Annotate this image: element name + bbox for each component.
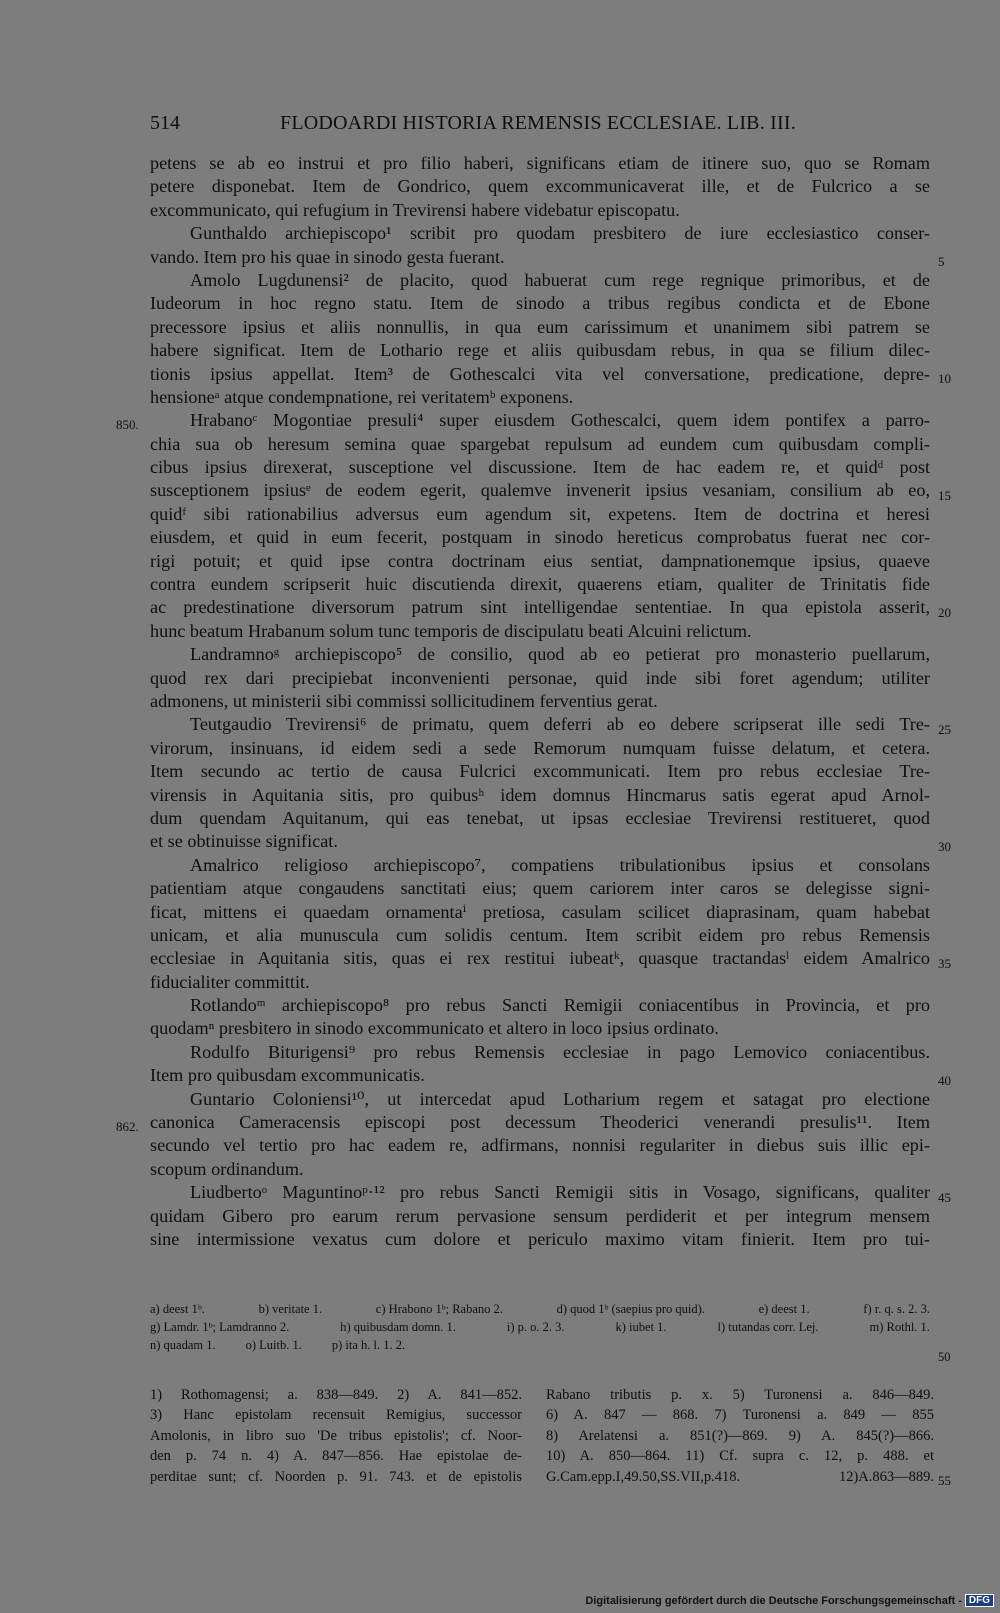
text-line: quod rex dari precipiebat inconvenienti personae, quid inde sibi foret agendum; utiliter [150,667,930,688]
apparatus-entry: m) Rothl. 1. [869,1320,930,1334]
text-line: hunc beatum Hrabanum solum tunc temporis de discipulatu beati Alcuini relictum. [150,620,752,641]
text-line: ac predestinatione diversorum patrum sint intelligendae sententiae. In qua epistola asserit, [150,597,930,618]
footnote-line: 6) A. 847 — 868. 7) Turonensi a. 849 — 855 [546,1407,934,1424]
text-line: scopum ordinandum. [150,1158,304,1179]
running-header [150,112,930,140]
text-line: Amalrico religioso archiepiscopo⁷, compatiens tribulationibus ipsius et consolans [190,854,930,875]
text-line: virorum, insinuans, id eidem sedi a sede Remorum numquam fuisse delatum, et cetera. [150,737,930,758]
text-line: Item pro quibusdam excommunicatis. [150,1065,425,1086]
dfg-logo: DFG [965,1594,994,1607]
text-line: quodamⁿ presbitero in sinodo excommunicato et altero in loco ipsius ordinato. [150,1018,719,1039]
running-title: FLODOARDI HISTORIA REMENSIS ECCLESIAE. LIB. III. [280,112,796,134]
notes-column-right [546,1385,934,1487]
line-number: 5 [938,253,945,269]
apparatus-entry: f) r. q. s. 2. 3. [863,1302,930,1316]
text-line: cibus ipsius direxerat, susceptione vel discussione. Item de hac eadem re, et quidᵈ post [150,457,930,478]
line-number: 40 [938,1072,951,1088]
line-number: 35 [938,955,951,971]
text-line: fiducialiter committit. [150,971,310,992]
margin-year: 850. [116,417,139,433]
footnote-line: 1) Rothomagensi; a. 838—849. 2) A. 841—852. [150,1387,522,1403]
line-number: 45 [938,1189,951,1205]
text-line: virensis in Aquitania sitis, pro quibusʰ idem domnus Hincmarus satis egerat apud Arnol- [150,784,930,805]
line-number: 10 [938,370,951,386]
text-line: dum quendam Aquitanum, qui eas tenebat, ut ipsas ecclesiae Trevirensi restitueret, quod [150,807,930,828]
text-line: sine intermissione vexatus cum dolore et periculo maximo vitam finierit. Item pro tui- [150,1228,930,1249]
text-line: Amolo Lugdunensi² de placito, quod habuerat cum rege regnique primoribus, et de [190,269,930,290]
apparatus-entry: b) veritate 1. [258,1302,323,1316]
apparatus-entry: g) Lamdr. 1ᵇ; Lamdranno 2. [150,1320,290,1334]
text-line: susceptionem ipsiusᵉ de eodem egerit, qualemve invenerit ipsius vesaniam, consilium ab eo, [150,480,930,501]
text-line: unicam, et alia munuscula cum solidis centum. Item scribit eidem pro rebus Remensis [150,924,930,945]
footnote-line: 10) A. 850—864. 11) Cf. supra c. 12, p. 488. et [546,1448,934,1465]
text-line: precessore ipsius et aliis nonnullis, in qua eum carissimum et unanimem sibi patrem se [150,316,930,337]
footnote-line: 8) Arelatensi a. 851(?)—869. 9) A. 845(?)—866. [546,1427,934,1444]
apparatus-entry: i) p. o. 2. 3. [506,1320,565,1334]
text-line: tionis ipsius appellat. Item³ de Gothescalci vita vel conversatione, predicatione, depre- [150,363,930,384]
text-line: Teutgaudio Trevirensi⁶ de primatu, quem deferri ab eo debere scripserat ille sedi Tre- [190,714,930,735]
main-text [116,152,951,1251]
apparatus-entry: o) Luitb. 1. [245,1338,302,1352]
footnote-line: 3) Hanc epistolam recensuit Remigius, successor [150,1407,522,1424]
text-line: hensioneᵃ atque condempnatione, rei veritatemᵇ exponens. [150,386,574,407]
page-number: 514 [150,112,180,134]
text-line: Rotlandoᵐ archiepiscopo⁸ pro rebus Sancti Remigii coniacentibus in Provincia, et pro [190,995,930,1016]
text-line: Iudeorum in hoc regno statu. Item de sinodo a tribus regibus condicta et de Ebone [150,293,930,314]
footnote-line: Amolonis, in libro suo 'De tribus epistolis'; cf. Noor- [150,1427,522,1444]
text-line: patientiam atque congaudens sanctitati eius; quem cariorem inter caros se delegisse signi- [150,878,930,899]
apparatus-entry: c) Hrabono 1ᵇ; Rabano 2. [375,1302,503,1316]
text-line: quidam Gibero pro earum rerum pervasione sensum perdiderit et per integrum mensem [150,1205,930,1226]
text-line: Landramnoᵍ archiepiscopo⁵ de consilio, quod ab eo petierat pro monasterio puellarum, [190,644,930,665]
apparatus-entry: l) tutandas corr. Lej. [717,1320,819,1334]
digitization-credit [585,1594,994,1607]
apparatus-entry: h) quibusdam domn. 1. [340,1320,456,1334]
text-line: ecclesiae in Aquitania sitis, quas ei rex restitui iubeatᵏ, quasque tractandasˡ eidem Amalrico [150,948,930,969]
line-number: 50 [938,1350,951,1364]
text-line: quidᶠ sibi rationabilius adversus eum agendum sit, expetens. Item de doctrina et heresi [150,503,930,524]
apparatus-row [150,1300,930,1318]
text-line: chia sua ob heresum semina quae spargebat repulsum ad eundem cum quibusdam compli- [150,433,930,454]
text-line: admonens, ut ministerii sibi commissi sollicitudinem ferventius gerat. [150,690,658,711]
text-line: habere significat. Item de Lothario rege et aliis quibusdam rebus, in qua se filium dilec- [150,340,930,361]
text-line: excommunicato, qui refugium in Trevirensi habere videbatur episcopatu. [150,199,680,220]
critical-apparatus [150,1300,951,1364]
text-line: Gunthaldo archiepiscopo¹ scribit pro quodam presbitero de iure ecclesiastico conser- [190,223,930,244]
apparatus-entry: d) quod 1ᵇ (saepius pro quid). [556,1302,705,1316]
line-number: 15 [938,487,951,503]
text-line: contra eundem scripserit huic discutienda direxit, quaerens etiam, qualiter de Trinitatis fide [150,574,930,595]
apparatus-row [150,1318,930,1336]
text-line: et se obtinuisse significat. [150,831,338,852]
text-line: secundo vel tertio pro hac eadem re, adfirmans, nonnisi regulariter in diebus suis illic epi- [150,1135,930,1156]
footnote-line: den p. 74 n. 4) A. 847—856. Hae epistolae de- [150,1448,522,1465]
footnote-line: perditae sunt; cf. Noorden p. 91. 743. et de epistolis [150,1468,522,1485]
text-line: canonica Cameracensis episcopi post decessum Theoderici venerandi presulis¹¹. Item [150,1112,930,1133]
line-number: 20 [938,604,951,620]
text-line: Hrabanoᶜ Mogontiae presuli⁴ super eiusdem Gothescalci, quem idem pontifex a parro- [190,410,930,431]
text-line: Item secundo ac tertio de causa Fulcrici excommunicati. Item pro rebus ecclesiae Tre- [150,761,930,782]
margin-year: 862. [116,1119,139,1135]
footnote-line: Rabano tributis p. x. 5) Turonensi a. 846—849. [546,1387,934,1403]
apparatus-entry: a) deest 1ᵇ. [150,1302,205,1316]
credit-text: Digitalisierung gefördert durch die Deutsche Forschungsgemeinschaft - [585,1594,962,1607]
text-line: Guntario Coloniensi¹⁰, ut intercedat apud Lotharium regem et satagat pro electione [190,1088,930,1109]
line-number: 55 [938,1473,951,1488]
line-number: 25 [938,721,951,737]
apparatus-entry: e) deest 1. [758,1302,810,1316]
text-line: ficat, mittens ei quaedam ornamentaⁱ pretiosa, casulam scilicet diaprasinam, quam habebat [150,901,930,922]
text-line: petens se ab eo instrui et pro filio haberi, significans etiam de itinere suo, quo se Romam [150,153,930,173]
footnote-line: G.Cam.epp.I,49.50,SS.VII,p.418. 12)A.863—889. [546,1468,934,1485]
text-line: Rodulfo Biturigensi⁹ pro rebus Remensis ecclesiae in pago Lemovico coniacentibus. [190,1041,930,1062]
notes-column-left [150,1385,522,1487]
apparatus-entry: n) quadam 1. [150,1338,216,1352]
text-line: eiusdem, et quid in eum fecerit, postquam in sinodo hereticus comprobatus fuerat nec cor- [150,527,930,548]
apparatus-entry: k) iubet 1. [615,1320,667,1334]
text-line: Liudbertoᵒ Maguntinoᵖ·¹² pro rebus Sancti Remigii sitis in Vosago, significans, qualiter [190,1182,930,1203]
text-line: petere disponebat. Item de Gondrico, quem excommunicaverat ille, et de Fulcrico a se [150,176,930,197]
text-line: vando. Item pro his quae in sinodo gesta fuerant. [150,246,505,267]
apparatus-row [150,1336,930,1354]
text-line: rigi potuit; et quid ipse contra doctrinam eius sentiat, dampnationemque ipsius, quaeve [150,550,930,571]
line-number: 30 [938,838,951,854]
apparatus-entry: p) ita h. l. 1. 2. [331,1338,406,1352]
